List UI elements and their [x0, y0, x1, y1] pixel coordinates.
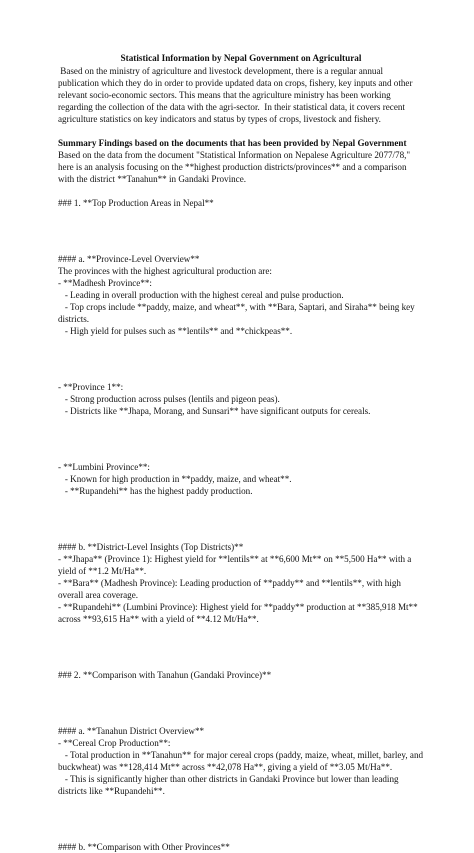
text-line: - This is significantly higher than other districts in Gandaki Province but lower than leading districts like **Rupandehi**. [58, 774, 401, 796]
text-line: - **Madhesh Province**: [58, 278, 152, 288]
blank-line [58, 641, 424, 653]
text-line: - **Province 1**: [58, 382, 124, 392]
text-line: - **Lumbini Province**: [58, 462, 150, 472]
text-line: - **Rupandehi** (Lumbini Province): Highest yield for **paddy** production at **385,918 Mt** across **93,615 Ha** with a yield of **4.12 Mt/Ha**. [58, 602, 420, 624]
blank-line [58, 697, 424, 709]
blank-line [58, 513, 424, 525]
text-line: - **Bara** (Madhesh Province): Leading production of **paddy** and **lentils**, with high overall area coverage. [58, 578, 404, 600]
spacer [58, 125, 424, 137]
body-lines [58, 197, 424, 853]
blank-line [58, 225, 424, 237]
document-title: Statistical Information by Nepal Government on Agricultural [120, 53, 362, 63]
text-line: #### a. **Province-Level Overview** [58, 254, 200, 264]
summary-intro-paragraph: Based on the data from the document "Statistical Information on Nepalese Agriculture 2077/78," here is an analysis focusing on the **highest production districts/provinces** and a comparison with the district **Tanahun** in Gandaki Province. [58, 150, 413, 184]
text-line: - Strong production across pulses (lentils and pigeon peas). [58, 394, 280, 404]
text-line: - **Cereal Crop Production**: [58, 738, 171, 748]
text-line: #### a. **Tanahun District Overview** [58, 726, 205, 736]
intro-paragraph: Based on the ministry of agriculture and livestock development, there is a regular annual publication which they do in order to provide updated data on crops, fishery, key inputs and other relevant socio-economic sectors. This means that the agriculture ministry has been working regarding the collection of the data with the agri-sector. In their statistical data, it covers recent agriculture statistics on key indicators and status by types of crops, livestock and fishery. [58, 66, 415, 124]
blank-line [58, 813, 424, 825]
document-page [58, 52, 424, 853]
text-line: - High yield for pulses such as **lentils** and **chickpeas**. [58, 326, 293, 336]
text-line: ### 1. **Top Production Areas in Nepal** [58, 198, 214, 208]
text-line: - Districts like **Jhapa, Morang, and Sunsari** have significant outputs for cereals. [58, 406, 371, 416]
blank-line [58, 353, 424, 365]
text-line: ### 2. **Comparison with Tanahun (Gandaki Province)** [58, 670, 272, 680]
text-line: The provinces with the highest agricultural production are: [58, 266, 272, 276]
text-line: #### b. **Comparison with Other Provinces** [58, 842, 230, 852]
text-line: - **Jhapa** (Province 1): Highest yield for **lentils** at **6,600 Mt** on **5,500 Ha** with a yield of **1.2 Mt/Ha**. [58, 554, 414, 576]
blank-line [58, 433, 424, 445]
text-line: - Top crops include **paddy, maize, and wheat**, with **Bara, Saptari, and Siraha** being key districts. [58, 302, 417, 324]
summary-heading: Summary Findings based on the documents that has been provided by Nepal Government [58, 138, 407, 148]
text-line: - Total production in **Tanahun** for major cereal crops (paddy, maize, wheat, millet, barley, and buckwheat) was **128,414 Mt** across **42,078 Ha**, giving a yield of **3.05 Mt/Ha**. [58, 750, 426, 772]
text-line: - Known for high production in **paddy, maize, and wheat**. [58, 474, 292, 484]
text-line: #### b. **District-Level Insights (Top Districts)** [58, 542, 244, 552]
text-line: - Leading in overall production with the highest cereal and pulse production. [58, 290, 344, 300]
text-line: - **Rupandehi** has the highest paddy production. [58, 486, 253, 496]
spacer [58, 185, 424, 197]
